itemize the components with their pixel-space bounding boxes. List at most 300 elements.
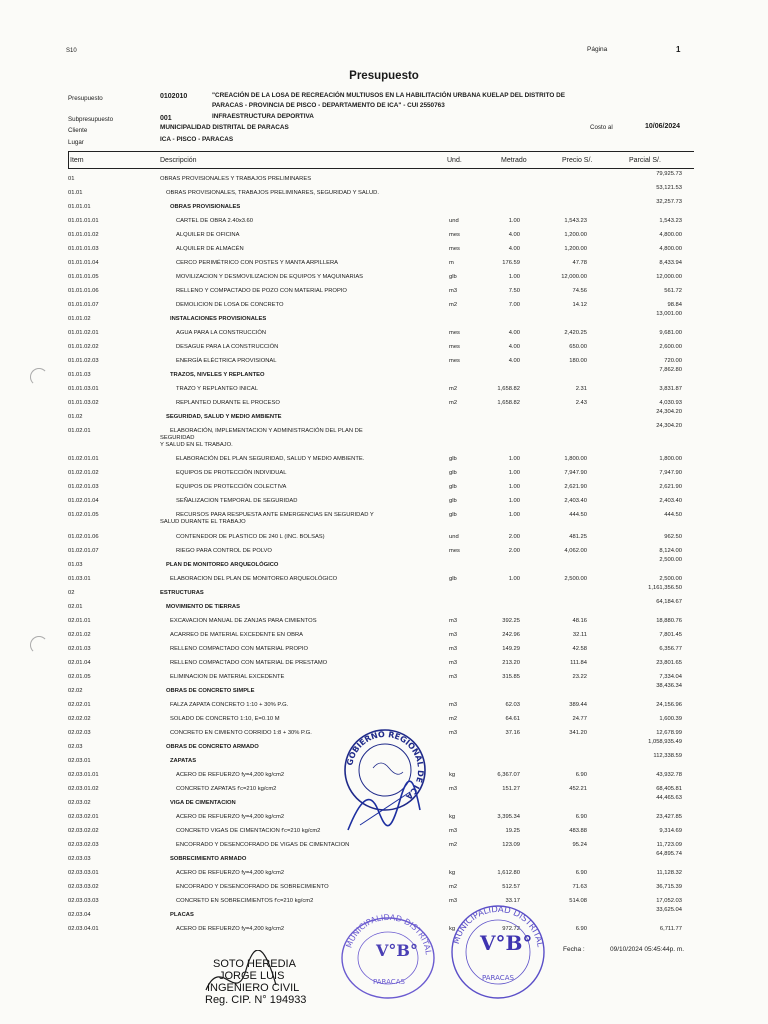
row-item-code: 01.01.02.03 — [68, 358, 99, 364]
row-description: CONCRETO EN CIMIENTO CORRIDO 1:8 + 30% P.G. — [170, 730, 312, 736]
row-precio: 23.22 — [572, 674, 587, 680]
row-description: EXCAVACION MANUAL DE ZANJAS PARA CIMIENTOS — [170, 618, 317, 624]
row-unit: mes — [449, 358, 460, 364]
row-unit: m3 — [449, 786, 458, 792]
table-row — [0, 712, 768, 726]
row-parcial: 24,156.96 — [656, 702, 682, 708]
row-description: DEMOLICION DE LOSA DE CONCRETO — [176, 302, 284, 308]
row-description: MOVILIZACION Y DESMOVILIZACION DE EQUIPOS Y MAQUINARIAS — [176, 274, 364, 280]
presupuesto-code: 0102010 — [160, 93, 188, 100]
row-item-code: 02.03.03.02 — [68, 884, 99, 890]
row-item-code: 01.02.01.04 — [68, 498, 99, 504]
row-metrado: 62.03 — [505, 702, 520, 708]
row-precio: 24.77 — [572, 716, 587, 722]
row-item-code: 01.01.01.02 — [68, 232, 99, 238]
engineer-registration: Reg. CIP. N° 194933 — [205, 994, 307, 1006]
row-item-code: 01.03.01 — [68, 576, 91, 582]
row-item-code: 01.01.03.01 — [68, 386, 99, 392]
table-row — [0, 544, 768, 558]
row-item-code: 01.01.03.02 — [68, 400, 99, 406]
row-parcial: 13,001.00 — [656, 311, 682, 317]
table-row — [0, 340, 768, 354]
row-unit: mes — [449, 344, 460, 350]
row-parcial: 6,711.77 — [659, 926, 682, 932]
page-label: Página — [587, 46, 608, 53]
row-unit: m3 — [449, 288, 458, 294]
row-description: CARTEL DE OBRA 2.40x3.60 — [176, 218, 254, 224]
row-unit: mes — [449, 330, 460, 336]
table-row — [0, 866, 768, 880]
row-metrado: 1.00 — [508, 274, 520, 280]
row-item-code: 01.01.02 — [68, 316, 91, 322]
row-metrado: 1.00 — [508, 470, 520, 476]
row-metrado: 4.00 — [508, 330, 520, 336]
row-metrado: 972.72 — [502, 926, 520, 932]
table-row — [0, 880, 768, 894]
row-metrado: 1.00 — [508, 512, 520, 518]
row-unit: kg — [449, 926, 456, 932]
presupuesto-description-line2: PARACAS - PROVINCIA DE PISCO - DEPARTAMENTO DE ICA" - CUI 2550763 — [212, 102, 445, 109]
table-row — [0, 368, 768, 382]
row-metrado: 4.00 — [508, 344, 520, 350]
row-unit: m2 — [449, 302, 458, 308]
row-parcial: 68,405.81 — [656, 786, 682, 792]
row-metrado: 4.00 — [508, 246, 520, 252]
row-parcial: 23,427.85 — [656, 814, 682, 820]
row-metrado: 149.29 — [502, 646, 520, 652]
row-parcial: 4,030.93 — [659, 400, 682, 406]
row-unit: glb — [449, 274, 457, 280]
row-description: CONCRETO VIGAS DE CIMENTACION f'c=210 kg/cm2 — [176, 828, 321, 834]
table-row — [0, 572, 768, 586]
row-metrado: 1,658.82 — [497, 386, 520, 392]
row-parcial: 53,121.53 — [656, 185, 682, 191]
row-precio: 7,947.90 — [564, 470, 587, 476]
costo-label: Costo al — [590, 124, 613, 131]
row-parcial: 4,800.00 — [659, 232, 682, 238]
row-description: SOBRECIMIENTO ARMADO — [170, 856, 247, 862]
row-parcial: 2,600.00 — [659, 344, 682, 350]
row-item-code: 02.03.01 — [68, 758, 91, 764]
row-unit: glb — [449, 498, 457, 504]
row-precio: 2,420.25 — [564, 330, 587, 336]
row-metrado: 512.57 — [502, 884, 520, 890]
row-parcial: 36,715.39 — [656, 884, 682, 890]
row-description: DESAGUE PARA LA CONSTRUCCIÓN — [176, 344, 279, 350]
row-precio: 2,403.40 — [564, 498, 587, 504]
row-description: EQUIPOS DE PROTECCIÓN COLECTIVA — [176, 484, 287, 490]
row-precio: 32.11 — [572, 632, 587, 638]
table-row — [0, 586, 768, 600]
row-metrado: 19.25 — [505, 828, 520, 834]
row-parcial: 44,465.63 — [656, 795, 682, 801]
row-item-code: 02.03.02.01 — [68, 814, 99, 820]
table-row — [0, 326, 768, 340]
row-unit: m3 — [449, 674, 458, 680]
row-item-code: 01.01.01.07 — [68, 302, 99, 308]
header-top-rule — [68, 151, 694, 152]
costo-date: 10/06/2024 — [645, 123, 681, 130]
row-precio: 483.88 — [569, 828, 587, 834]
row-parcial: 112,338.59 — [653, 753, 682, 759]
table-row — [0, 242, 768, 256]
row-description: ACERO DE REFUERZO fy=4,200 kg/cm2 — [176, 814, 285, 820]
row-metrado: 7.00 — [508, 302, 520, 308]
row-item-code: 02.01.04 — [68, 660, 91, 666]
row-precio: 1,200.00 — [564, 232, 587, 238]
table-row — [0, 410, 768, 424]
row-metrado: 176.59 — [502, 260, 520, 266]
report-code: S10 — [66, 48, 77, 54]
row-description: ENCOFRADO Y DESENCOFRADO DE VIGAS DE CIMENTACION — [176, 842, 350, 848]
footer-date-value: 09/10/2024 05:45:44p. m. — [610, 946, 685, 953]
table-row — [0, 298, 768, 312]
row-unit: und — [449, 534, 459, 540]
signature-scribble — [340, 780, 430, 840]
row-precio: 444.50 — [569, 512, 587, 518]
row-description: PLAN DE MONITOREO ARQUEOLÓGICO — [166, 562, 279, 568]
row-description: ELABORACIÓN DEL PLAN SEGURIDAD, SALUD Y MEDIO AMBIENTE. — [176, 456, 365, 462]
row-item-code: 01.02.01.06 — [68, 534, 99, 540]
table-row — [0, 684, 768, 698]
row-unit: m3 — [449, 618, 458, 624]
row-parcial: 11,128.32 — [656, 870, 682, 876]
row-item-code: 01.02.01.03 — [68, 484, 99, 490]
row-precio: 6.90 — [575, 926, 587, 932]
col-precio: Precio S/. — [562, 157, 593, 164]
row-unit: glb — [449, 470, 457, 476]
row-parcial: 7,801.45 — [659, 632, 682, 638]
table-row — [0, 186, 768, 200]
row-precio: 4,062.00 — [564, 548, 587, 554]
row-item-code: 01.02.01.07 — [68, 548, 99, 554]
row-item-code: 02.01.05 — [68, 674, 91, 680]
row-description: ENCOFRADO Y DESENCOFRADO DE SOBRECIMIENTO — [176, 884, 329, 890]
row-metrado: 1.00 — [508, 218, 520, 224]
row-precio: 95.24 — [572, 842, 587, 848]
row-unit: m3 — [449, 660, 458, 666]
row-unit: m — [449, 260, 454, 266]
row-parcial: 9,681.00 — [659, 330, 682, 336]
row-unit: m2 — [449, 884, 458, 890]
row-item-code: 01.02.01.01 — [68, 456, 99, 462]
row-unit: mes — [449, 548, 460, 554]
table-row — [0, 558, 768, 572]
row-item-code: 02.01.01 — [68, 618, 91, 624]
row-item-code: 02.03.02.02 — [68, 828, 99, 834]
row-unit: m3 — [449, 646, 458, 652]
stamp-ring-text: GOBIERNO REGIONAL DE ICA — [345, 729, 426, 802]
row-metrado: 1,612.80 — [497, 870, 520, 876]
row-metrado: 6,367.07 — [497, 772, 520, 778]
row-item-code: 01.01.01.04 — [68, 260, 99, 266]
row-item-code: 02.03 — [68, 744, 83, 750]
row-description: CONTENEDOR DE PLASTICO DE 240 L (INC. BOLSAS) — [176, 534, 325, 540]
table-row — [0, 628, 768, 642]
row-parcial: 2,500.00 — [659, 557, 682, 563]
row-metrado: 33.17 — [505, 898, 520, 904]
svg-text:V°B°: V°B° — [376, 941, 418, 960]
col-und: Und. — [447, 157, 462, 164]
row-precio: 1,800.00 — [564, 456, 587, 462]
row-precio: 71.63 — [572, 884, 587, 890]
row-metrado: 1.00 — [508, 456, 520, 462]
row-metrado: 1.00 — [508, 498, 520, 504]
row-description: ALQUILER DE ALMACÉN — [176, 246, 244, 252]
row-unit: m3 — [449, 898, 458, 904]
cliente-value: MUNICIPALIDAD DISTRITAL DE PARACAS — [160, 124, 289, 131]
row-precio: 650.00 — [569, 344, 587, 350]
row-description: FALZA ZAPATA CONCRETO 1:10 + 30% P.G. — [170, 702, 289, 708]
row-description: ESTRUCTURAS — [160, 590, 204, 596]
row-description: ELABORACION DEL PLAN DE MONITOREO ARQUEOLÓGICO — [170, 576, 338, 582]
row-description: ENERGÍA ELÉCTRICA PROVISIONAL — [176, 358, 277, 364]
row-item-code: 01.01.01.01 — [68, 218, 99, 224]
svg-text:V°B°: V°B° — [480, 931, 533, 955]
row-description: SEGURIDAD, SALUD Y MEDIO AMBIENTE — [166, 414, 282, 420]
row-precio: 6.90 — [575, 870, 587, 876]
table-row — [0, 508, 768, 525]
row-item-code: 02.03.04 — [68, 912, 91, 918]
row-parcial: 32,257.73 — [656, 199, 682, 205]
row-unit: kg — [449, 814, 456, 820]
row-metrado: 2.00 — [508, 534, 520, 540]
document-title: Presupuesto — [349, 70, 419, 82]
row-parcial: 1,543.23 — [659, 218, 682, 224]
row-parcial: 9,314.69 — [659, 828, 682, 834]
row-unit: mes — [449, 246, 460, 252]
row-unit: m2 — [449, 716, 458, 722]
presupuesto-label: Presupuesto — [68, 95, 103, 102]
row-item-code: 01.02.01 — [68, 428, 91, 434]
row-description: OBRAS DE CONCRETO SIMPLE — [166, 688, 255, 694]
row-parcial: 3,831.87 — [659, 386, 682, 392]
row-precio: 111.84 — [570, 660, 587, 666]
table-row — [0, 423, 768, 448]
engineer-surname: SOTO HEREDIA — [213, 958, 296, 970]
svg-text:PARACAS: PARACAS — [482, 974, 514, 982]
row-parcial: 7,862.80 — [659, 367, 682, 373]
row-parcial: 38,436.34 — [656, 683, 682, 689]
row-precio: 2.31 — [575, 386, 587, 392]
row-unit: m3 — [449, 730, 458, 736]
engineer-name: JORGE LUIS — [219, 970, 285, 982]
row-unit: und — [449, 218, 459, 224]
subpresupuesto-code: 001 — [160, 115, 172, 122]
row-parcial: 64,895.74 — [656, 851, 682, 857]
row-unit: m3 — [449, 828, 458, 834]
footer-date-label: Fecha : — [563, 946, 585, 953]
row-item-code: 02.03.02.03 — [68, 842, 99, 848]
svg-text:PARACAS: PARACAS — [373, 978, 405, 986]
col-item: Item — [70, 157, 84, 164]
table-row — [0, 452, 768, 466]
table-row — [0, 270, 768, 284]
row-parcial: 11,723.09 — [656, 842, 682, 848]
row-description: ACERO DE REFUERZO fy=4,200 kg/cm2 — [176, 870, 285, 876]
row-item-code: 02.03.03 — [68, 856, 91, 862]
row-precio: 2,500.00 — [564, 576, 587, 582]
row-parcial: 8,124.00 — [659, 548, 682, 554]
header-bottom-rule — [68, 168, 694, 169]
row-item-code: 02.01.03 — [68, 646, 91, 652]
subpresupuesto-description: INFRAESTRUCTURA DEPORTIVA — [212, 113, 314, 120]
row-precio: 47.78 — [572, 260, 587, 266]
table-row — [0, 494, 768, 508]
row-item-code: 02 — [68, 590, 75, 596]
row-unit: m2 — [449, 842, 458, 848]
table-row — [0, 894, 768, 908]
row-precio: 2,621.90 — [564, 484, 587, 490]
row-parcial: 12,678.99 — [656, 730, 682, 736]
row-metrado: 242.96 — [502, 632, 520, 638]
row-precio: 48.16 — [572, 618, 587, 624]
row-item-code: 01 — [68, 176, 75, 182]
row-item-code: 02.02.01 — [68, 702, 91, 708]
row-metrado: 3,395.34 — [497, 814, 520, 820]
row-precio: 12,000.00 — [561, 274, 587, 280]
vobo-stamp-2 — [448, 900, 548, 1000]
cliente-label: Cliente — [68, 127, 88, 134]
row-parcial: 8,433.94 — [659, 260, 682, 266]
row-parcial: 23,801.65 — [656, 660, 682, 666]
row-metrado: 392.25 — [502, 618, 520, 624]
row-precio: 452.21 — [569, 786, 587, 792]
row-precio: 2.43 — [575, 400, 587, 406]
row-description: RELLENO COMPACTADO CON MATERIAL PROPIO — [170, 646, 308, 652]
row-item-code: 01.02 — [68, 414, 83, 420]
row-precio: 74.56 — [572, 288, 587, 294]
row-precio: 1,200.00 — [564, 246, 587, 252]
row-unit: glb — [449, 512, 457, 518]
table-row — [0, 396, 768, 410]
table-row — [0, 382, 768, 396]
row-metrado: 151.27 — [502, 786, 520, 792]
row-description: ELIMINACION DE MATERIAL EXCEDENTE — [170, 674, 285, 680]
row-parcial: 1,600.39 — [659, 716, 682, 722]
row-unit: m3 — [449, 702, 458, 708]
row-parcial: 720.00 — [664, 358, 682, 364]
row-parcial: 64,184.67 — [656, 599, 682, 605]
presupuesto-description-line1: "CREACIÓN DE LA LOSA DE RECREACIÓN MULTIUSOS EN LA HABILITACIÓN URBANA KUELAP DEL DISTRITO DE — [212, 92, 565, 99]
row-metrado: 37.16 — [505, 730, 520, 736]
row-description-cont: SALUD DURANTE EL TRABAJO — [160, 519, 246, 525]
row-description: REPLANTEO DURANTE EL PROCESO — [176, 400, 280, 406]
row-description: ELABORACIÓN, IMPLEMENTACION Y ADMINISTRACIÓN DEL PLAN DE — [170, 428, 363, 434]
row-metrado: 315.85 — [502, 674, 520, 680]
row-metrado: 1.00 — [508, 484, 520, 490]
col-metrado: Metrado — [501, 157, 527, 164]
row-description: INSTALACIONES PROVISIONALES — [170, 316, 267, 322]
row-item-code: 02.02.03 — [68, 730, 91, 736]
table-row — [0, 200, 768, 214]
row-description-cont: SEGURIDAD — [160, 435, 195, 441]
row-description: ACERO DE REFUERZO fy=4,200 kg/cm2 — [176, 926, 285, 932]
row-metrado: 1,658.82 — [497, 400, 520, 406]
row-description: AGUA PARA LA CONSTRUCCIÓN — [176, 330, 267, 336]
row-description: RELLENO COMPACTADO CON MATERIAL DE PRESTAMO — [170, 660, 328, 666]
table-row — [0, 614, 768, 628]
table-row — [0, 228, 768, 242]
row-description: RIEGO PARA CONTROL DE POLVO — [176, 548, 272, 554]
row-description: MOVIMIENTO DE TIERRAS — [166, 604, 240, 610]
row-description: TRAZO Y REPLANTEO INICAL — [176, 386, 258, 392]
row-unit: m3 — [449, 632, 458, 638]
row-item-code: 01.02.01.02 — [68, 470, 99, 476]
table-row — [0, 656, 768, 670]
row-parcial: 2,403.40 — [659, 498, 682, 504]
row-precio: 180.00 — [569, 358, 587, 364]
row-unit: glb — [449, 456, 457, 462]
table-row — [0, 466, 768, 480]
row-precio: 1,543.23 — [564, 218, 587, 224]
row-parcial: 444.50 — [664, 512, 682, 518]
row-description: CONCRETO EN SOBRECIMIENTOS f'c=210 kg/cm2 — [176, 898, 314, 904]
subpresupuesto-label: Subpresupuesto — [68, 116, 114, 123]
row-parcial: 4,800.00 — [659, 246, 682, 252]
row-parcial: 561.72 — [664, 288, 682, 294]
row-parcial: 17,052.03 — [656, 898, 682, 904]
row-precio: 514.08 — [569, 898, 587, 904]
row-description: ALQUILER DE OFICINA — [176, 232, 240, 238]
row-item-code: 01.01.02.02 — [68, 344, 99, 350]
table-row — [0, 284, 768, 298]
row-item-code: 02.02 — [68, 688, 83, 694]
row-parcial: 1,058,935.49 — [648, 739, 682, 745]
table-row — [0, 530, 768, 544]
table-row — [0, 642, 768, 656]
row-metrado: 4.00 — [508, 358, 520, 364]
row-parcial: 7,334.04 — [659, 674, 682, 680]
row-parcial: 33,625.04 — [656, 907, 682, 913]
row-precio: 341.20 — [569, 730, 587, 736]
header-left-rule — [68, 151, 69, 168]
row-parcial: 2,500.00 — [659, 576, 682, 582]
page-number: 1 — [676, 45, 681, 54]
svg-text:MUNICIPALIDAD DISTRITAL: MUNICIPALIDAD DISTRITAL — [344, 912, 433, 956]
row-item-code: 02.01.02 — [68, 632, 91, 638]
row-unit: glb — [449, 576, 457, 582]
lugar-value: ICA - PISCO - PARACAS — [160, 136, 234, 143]
row-description: SOLADO DE CONCRETO 1:10, E=0.10 M — [170, 716, 280, 722]
row-item-code: 02.03.04.01 — [68, 926, 99, 932]
row-description: OBRAS PROVISIONALES Y TRABAJOS PRELIMINARES — [160, 176, 312, 182]
row-precio: 481.25 — [569, 534, 587, 540]
row-parcial: 2,621.90 — [659, 484, 682, 490]
row-item-code: 01.01.01 — [68, 204, 91, 210]
engineer-profession: INGENIERO CIVIL — [207, 982, 300, 994]
row-parcial: 98.84 — [667, 302, 682, 308]
row-parcial: 12,000.00 — [656, 274, 682, 280]
table-row — [0, 480, 768, 494]
row-parcial: 24,304.20 — [656, 423, 682, 429]
row-description: CONCRETO ZAPATAS f'c=210 kg/cm2 — [176, 786, 277, 792]
row-metrado: 4.00 — [508, 232, 520, 238]
row-unit: kg — [449, 870, 456, 876]
row-parcial: 43,932.78 — [656, 772, 682, 778]
row-description: OBRAS PROVISIONALES, TRABAJOS PRELIMINARES, SEGURIDAD Y SALUD. — [166, 190, 379, 196]
row-metrado: 7.50 — [508, 288, 520, 294]
row-unit: m2 — [449, 400, 458, 406]
row-parcial: 6,356.77 — [659, 646, 682, 652]
row-item-code: 02.03.03.01 — [68, 870, 99, 876]
row-precio: 42.58 — [572, 646, 587, 652]
row-description: ACERO DE REFUERZO fy=4,200 kg/cm2 — [176, 772, 285, 778]
row-metrado: 2.00 — [508, 548, 520, 554]
row-description-cont: Y SALUD EN EL TRABAJO. — [160, 442, 233, 448]
col-descripcion: Descripción — [160, 157, 197, 164]
table-row — [0, 698, 768, 712]
